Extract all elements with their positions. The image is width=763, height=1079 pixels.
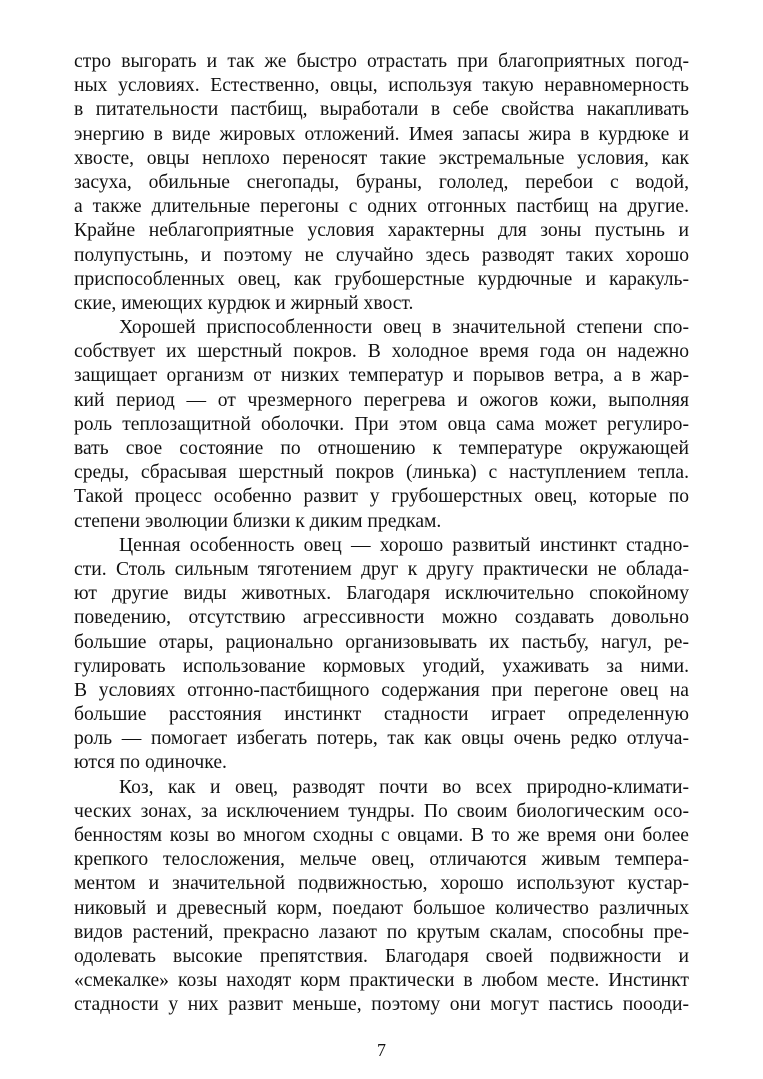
text-line: засуха, обильные снегопады, бураны, гололед, перебои с водой, — [74, 171, 689, 193]
text-line: бенностям козы во многом сходны с овцами. В то же время они более — [74, 825, 689, 846]
text-line: ческих зонах, за исключением тундры. По своим биологическим осо- — [74, 800, 689, 822]
text-line: полупустынь, и поэтому не случайно здесь разводят таких хорошо — [74, 244, 689, 266]
paragraph-4 — [74, 776, 689, 1018]
paragraph-1 — [74, 50, 689, 316]
text-line: гулировать использование кормовых угодий, ухаживать за ними. — [74, 655, 689, 677]
text-line: в питательности пастбищ, выработали в себе свойства накапливать — [74, 99, 689, 121]
text-line: Коз, как и овец, разводят почти во всех природно-климати- — [119, 776, 689, 798]
text-line: энергию в виде жировых отложений. Имея запасы жира в курдюке и — [74, 123, 689, 145]
text-line: никовый и древесный корм, поедают большое количество различных — [74, 897, 689, 919]
text-line: сти. Столь сильным тяготением друг к другу практически не облада- — [74, 558, 689, 580]
text-line: В условиях отгонно-пастбищного содержания при перегоне овец на — [74, 679, 689, 701]
text-line: ментом и значительной подвижностью, хорошо используют кустар- — [74, 873, 689, 895]
text-line: крепкого телосложения, мельче овец, отличаются живым темпера- — [74, 849, 689, 871]
text-line: Такой процесс особенно развит у грубошерстных овец, которые по — [74, 486, 689, 508]
text-line: ют другие виды животных. Благодаря исключительно спокойному — [74, 583, 689, 605]
page-number: 7 — [377, 1040, 386, 1060]
text-line: приспособленных овец, как грубошерстные курдючные и каракуль- — [74, 268, 689, 290]
text-line: большие расстояния инстинкт стадности играет определенную — [74, 704, 689, 726]
paragraph-3 — [74, 534, 689, 776]
text-line: хвосте, овцы неплохо переносят такие экстремальные условия, как — [74, 147, 689, 169]
text-line: большие отары, рационально организовывать их пастьбу, нагул, ре- — [74, 631, 689, 653]
text-line: «смекалке» козы находят корм практически в любом месте. Инстинкт — [74, 970, 689, 992]
text-line: а также длительные перегоны с одних отгонных пастбищ на другие. — [74, 196, 689, 218]
text-line: Ценная особенность овец — хорошо развитый инстинкт стадно- — [119, 534, 689, 556]
text-line: Хорошей приспособленности овец в значительной степени спо- — [119, 317, 689, 339]
body-text — [74, 50, 689, 1018]
text-line: собствует их шерстный покров. В холодное время года он надежно — [74, 341, 689, 363]
text-line: роль — помогает избегать потерь, так как овцы очень редко отлуча- — [74, 728, 689, 750]
text-line: видов растений, прекрасно лазают по крутым скалам, способны пре- — [74, 921, 689, 943]
text-line: Крайне неблагоприятные условия характерны для зоны пустынь и — [74, 220, 689, 242]
text-line: защищает организм от низких температур и порывов ветра, а в жар- — [74, 365, 689, 387]
text-line: степени эволюции близки к диким предкам. — [74, 510, 442, 532]
text-line: стро выгорать и так же быстро отрастать при благоприятных погод- — [74, 51, 689, 72]
text-line: кий период — от чрезмерного перегрева и ожогов кожи, выполняя — [74, 389, 689, 411]
text-line: поведению, отсутствию агрессивности можно создавать довольно — [74, 607, 689, 629]
text-line: одолевать высокие препятствия. Благодаря своей подвижности и — [74, 945, 689, 967]
text-line: ются по одиночке. — [74, 752, 227, 774]
text-line: роль теплозащитной оболочки. При этом овца сама может регулиро- — [74, 413, 689, 435]
paragraph-2 — [74, 316, 689, 534]
text-line: стадности у них развит меньше, поэтому они могут пастись поооди- — [74, 994, 689, 1016]
text-line: среды, сбрасывая шерстный покров (линька) с наступлением тепла. — [74, 462, 689, 484]
text-line: ных условиях. Естественно, овцы, используя такую неравномерность — [74, 75, 689, 97]
text-line: вать свое состояние по отношению к температуре окружающей — [74, 438, 689, 459]
text-line: ские, имеющих курдюк и жирный хвост. — [74, 292, 414, 314]
